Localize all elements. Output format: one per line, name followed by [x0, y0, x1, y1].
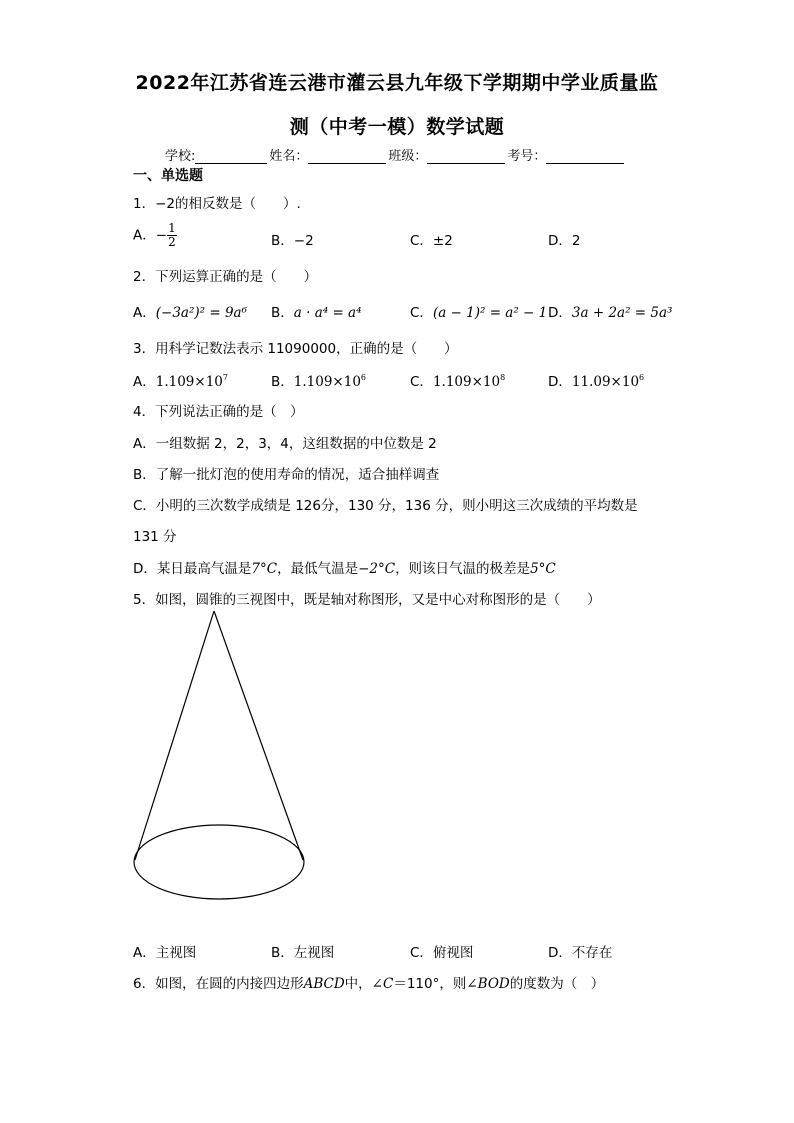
q3-c-label: C．	[410, 374, 433, 390]
q2-b-expr: a · a⁴ = a⁴	[293, 305, 362, 321]
q1-a-fraction	[167, 222, 177, 249]
q4-option-a: A．一组数据 2，2，3，4，这组数据的中位数是 2	[133, 436, 437, 452]
school-blank	[195, 149, 267, 164]
q2-d-expr: 3a + 2a² = 5a³	[571, 305, 673, 321]
section-title: 一、单选题	[133, 168, 203, 184]
q3-option-d	[548, 370, 644, 390]
q3-b-label: B．	[271, 374, 294, 390]
q3-d-base: 11.09×10	[571, 374, 640, 390]
q1-option-c: C．±2	[410, 233, 453, 249]
q3-d-label: D．	[548, 374, 572, 390]
exam-no-label: 考号：	[507, 149, 547, 164]
q3-stem: 3．用科学记数法表示 11090000，正确的是（ ）	[133, 341, 458, 357]
q4-d-temp-low: −2°C	[358, 561, 396, 577]
q6-stem-mid: 中，	[344, 976, 372, 992]
q5-option-d: D．不存在	[548, 945, 613, 961]
q2-c-label: C．	[410, 305, 433, 321]
q1-stem: 1．−2的相反数是（ ）.	[133, 196, 301, 212]
school-label: 学校:	[165, 149, 196, 164]
q1-option-a	[133, 222, 177, 249]
q2-option-a	[133, 301, 247, 321]
q6-angle-c: ∠C	[371, 976, 394, 992]
q5-stem: 5．如图，圆锥的三视图中，既是轴对称图形，又是中心对称图形的是（ ）	[133, 592, 601, 608]
name-blank	[308, 149, 386, 164]
q3-c-base: 1.109×10	[432, 374, 501, 390]
q3-a-exp: 7	[222, 373, 228, 382]
cone-base-ellipse	[134, 825, 304, 899]
exam-no-blank	[546, 149, 624, 164]
q5-option-c: C．俯视图	[410, 945, 474, 961]
q3-b-base: 1.109×10	[293, 374, 361, 390]
q4-d-mid2: ，则该日气温的极差是	[395, 561, 531, 577]
q2-option-c	[410, 301, 547, 321]
q4-d-range: 5°C	[530, 561, 556, 577]
q3-c-exp: 8	[500, 373, 506, 382]
q3-a-base: 1.109×10	[155, 374, 223, 390]
q4-option-c-line2: 131 分	[133, 529, 177, 545]
q2-stem: 2．下列运算正确的是（ ）	[133, 269, 318, 285]
q5-option-b: B．左视图	[271, 945, 335, 961]
q4-option-c-line1: C．小明的三次数学成绩是 126分，130 分，136 分，则小明这三次成绩的平均数是	[133, 498, 638, 514]
cone-left-edge	[135, 611, 214, 860]
q4-option-b: B．了解一批灯泡的使用寿命的情况，适合抽样调查	[133, 467, 440, 483]
q6-stem-post: 的度数为（ ）	[509, 976, 605, 992]
q4-d-pre: D．某日最高气温是	[133, 561, 252, 577]
q6-stem	[133, 972, 604, 992]
q1-option-d: D．2	[548, 233, 581, 249]
q1-a-numerator: 1	[168, 221, 176, 235]
q1-option-b: B．−2	[271, 233, 314, 249]
q1-a-label: A．	[133, 227, 156, 244]
q2-b-label: B．	[271, 305, 294, 321]
name-label: 姓名：	[269, 149, 309, 164]
class-label: 班级：	[388, 149, 428, 164]
q3-option-c	[410, 370, 505, 390]
q3-option-b	[271, 370, 366, 390]
q3-b-exp: 6	[360, 373, 366, 382]
page-title-line1: 2022年江苏省连云港市灌云县九年级下学期期中学业质量监	[135, 72, 659, 94]
q6-stem-mid2: ＝110°，则	[393, 976, 467, 992]
q6-quad: ABCD	[303, 976, 345, 992]
q1-a-denominator: 2	[168, 235, 176, 249]
q6-stem-pre: 6．如图，在圆的内接四边形	[133, 976, 304, 992]
q4-option-d	[133, 557, 556, 577]
page-title-line2: 测（中考一模）数学试题	[289, 116, 505, 138]
q1-a-sign: −	[155, 227, 168, 244]
q2-a-label: A．	[133, 305, 156, 321]
cone-right-edge	[214, 611, 303, 860]
q3-option-a	[133, 370, 228, 390]
class-blank	[427, 149, 505, 164]
q4-d-temp-high: 7°C	[251, 561, 278, 577]
q6-angle-bod: ∠BOD	[466, 976, 510, 992]
q3-d-exp: 6	[639, 373, 645, 382]
q2-option-b	[271, 301, 362, 321]
q2-d-label: D．	[548, 305, 572, 321]
student-info-line	[165, 145, 626, 164]
q2-option-d	[548, 301, 672, 321]
q4-stem: 4．下列说法正确的是（ ）	[133, 404, 304, 420]
q5-option-a: A．主视图	[133, 945, 197, 961]
q4-d-mid: ，最低气温是	[277, 561, 359, 577]
q2-a-expr: (−3a²)² = 9a⁶	[155, 305, 248, 321]
q2-c-expr: (a − 1)² = a² − 1	[432, 305, 548, 321]
q3-a-label: A．	[133, 374, 156, 390]
